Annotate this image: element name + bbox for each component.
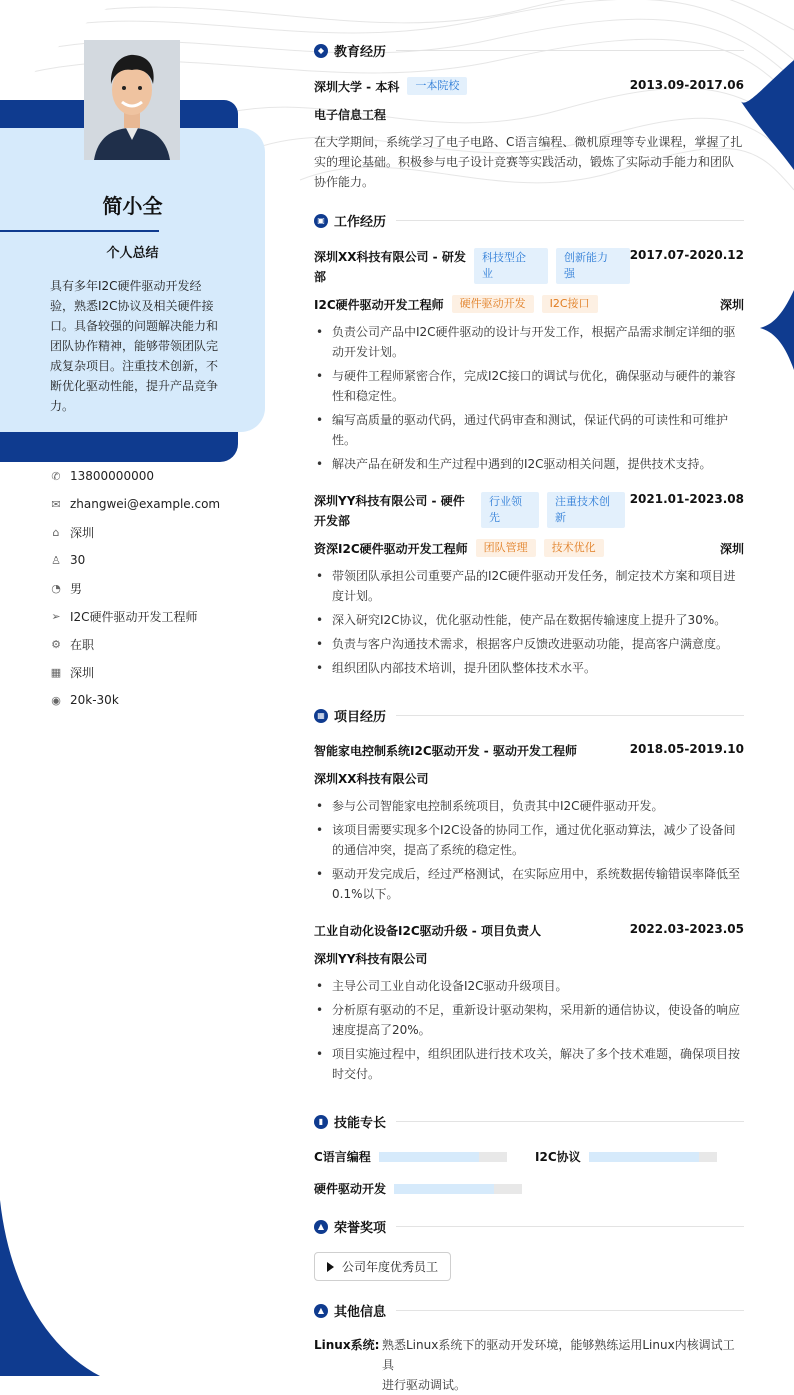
education-description: 在大学期间，系统学习了电子电路、C语言编程、微机原理等专业课程，掌握了扎实的理论基础。积极参与电子设计竞赛等实践活动，锻炼了实际动手能力和团队协作能力。 [314, 135, 743, 189]
role-tag: 硬件驱动开发 [452, 295, 534, 313]
info-item-status [50, 630, 260, 658]
award-chip [314, 1252, 451, 1281]
skill-fill [589, 1152, 699, 1162]
info-item-salary [50, 686, 260, 714]
section-title: 荣誉奖项 [334, 1221, 387, 1236]
role-tag: 团队管理 [476, 539, 536, 557]
section-title: 工作经历 [334, 215, 387, 230]
skill-bar [394, 1184, 522, 1194]
list-item: • 分析原有驱动的不足，重新设计驱动架构，采用新的通信协议，使设备的响应 速度提高了20%。 [314, 1000, 744, 1040]
play-icon [327, 1262, 334, 1272]
list-item: • 主导公司工业自动化设备I2C驱动升级项目。 [314, 976, 744, 996]
school-name: 深圳大学 - 本科 [314, 79, 400, 94]
info-item-phone [50, 462, 260, 490]
skill-item [535, 1148, 717, 1165]
section-title: 其他信息 [334, 1305, 387, 1320]
company-line: 深圳YY科技有限公司 - 硬件 [314, 494, 465, 508]
section-divider [396, 1226, 744, 1227]
company-line: 开发部 [314, 514, 351, 528]
info-text: 20k-30k [70, 693, 119, 707]
section-divider [396, 1310, 744, 1311]
info-text: 深圳 [70, 665, 95, 680]
summary-text: 具有多年I2C硬件驱动开发经验，熟悉I2C协议及相关硬件接口。具备较强的问题解决能力和团队协作精神，能够带领团队完成复杂项目。注重技术创新，不断优化驱动性能，提升产品竞争力。 [50, 279, 219, 413]
project-title: 智能家电控制系统I2C驱动开发 - 驱动开发工程师 [314, 744, 577, 758]
project-title: 工业自动化设备I2C驱动升级 - 项目负责人 [314, 924, 541, 938]
role-tag: 技术优化 [544, 539, 604, 557]
age-icon: ♙ [51, 553, 61, 567]
other-label: Linux系统: [314, 1338, 380, 1352]
avatar [84, 40, 180, 160]
skill-item [314, 1148, 507, 1165]
company-tag: 注重技术创 新 [547, 492, 625, 528]
grid-icon: ▦ [314, 709, 328, 723]
list-item: • 组织团队内部技术培训，提升团队整体技术水平。 [314, 658, 744, 678]
section-title: 技能专长 [334, 1116, 387, 1131]
work-date: 2017.07-2020.12 [629, 248, 744, 262]
info-icon: ▲ [314, 1304, 328, 1318]
list-item: • 负责公司产品中I2C硬件驱动的设计与开发工作，根据产品需求制定详细的驱 动开发计划。 [314, 322, 744, 362]
summary-title: 个人总结 [106, 246, 159, 261]
skill-name: I2C协议 [535, 1150, 581, 1164]
info-item-age [50, 546, 260, 574]
work-city: 深圳 [719, 542, 744, 556]
phone-icon: ✆ [51, 469, 61, 483]
name-underline [0, 230, 159, 232]
list-item: • 带领团队承担公司重要产品的I2C硬件驱动开发任务，制定技术方案和项目进 度计划。 [314, 566, 744, 606]
skill-bar [379, 1152, 507, 1162]
section-divider [396, 1121, 744, 1122]
avatar-photo-icon [84, 40, 180, 160]
graduation-cap-icon: ◆ [314, 44, 328, 58]
section-work [314, 211, 744, 230]
role-title: I2C硬件驱动开发工程师 [314, 297, 444, 312]
send-icon: ➢ [51, 609, 61, 623]
role-row [314, 295, 598, 313]
company-name [314, 247, 469, 287]
list-item: • 驱动开发完成后，经过严格测试，在实际应用中，系统数据传输错误率降低至 0.1%以下。 [314, 864, 744, 904]
role-title: 资深I2C硬件驱动开发工程师 [314, 541, 468, 556]
money-icon: ◉ [51, 693, 61, 707]
section-other [314, 1301, 744, 1320]
section-skills [314, 1112, 744, 1131]
contact-info-list [50, 462, 260, 714]
home-icon: ⌂ [52, 525, 60, 539]
info-item-gender [50, 574, 260, 602]
gear-icon: ⚙ [51, 637, 61, 651]
company-tag: 创新能力 强 [556, 248, 630, 284]
skill-fill [379, 1152, 479, 1162]
info-text: 深圳 [70, 525, 95, 540]
list-item: • 深入研究I2C协议，优化驱动性能，使产品在数据传输速度上提升了30%。 [314, 610, 744, 630]
role-row [314, 539, 604, 557]
info-text: zhangwei@example.com [70, 497, 221, 511]
section-title: 教育经历 [334, 45, 387, 60]
award-icon: ▲ [314, 1220, 328, 1234]
role-tag: I2C接口 [542, 295, 598, 313]
company-line: 部 [314, 270, 327, 284]
list-item: • 解决产品在研发和生产过程中遇到的I2C驱动相关问题，提供技术支持。 [314, 454, 744, 474]
work-date: 2021.01-2023.08 [629, 492, 744, 506]
project-date: 2022.03-2023.05 [629, 922, 744, 936]
info-text: I2C硬件驱动开发工程师 [70, 609, 198, 624]
skill-bar [589, 1152, 717, 1162]
info-text: 在职 [70, 637, 95, 652]
list-item: • 负责与客户沟通技术需求，根据客户反馈改进驱动功能，提高客户满意度。 [314, 634, 744, 654]
info-item-position [50, 602, 260, 630]
section-divider [396, 220, 744, 221]
list-item: • 项目实施过程中，组织团队进行技术攻关，解决了多个技术难题，确保项目按 时交付。 [314, 1044, 744, 1084]
company-tag: 科技型企 业 [474, 248, 548, 284]
school-tag: 一本院校 [407, 77, 467, 95]
skill-name: 硬件驱动开发 [314, 1182, 387, 1196]
info-text: 30 [70, 553, 86, 567]
company-name [314, 491, 474, 531]
info-item-email [50, 490, 260, 518]
section-projects [314, 706, 744, 725]
work-city: 深圳 [719, 298, 744, 312]
company-line: 深圳XX科技有限公司 - 研发 [314, 250, 466, 264]
section-education [314, 41, 744, 60]
project-company: 深圳XX科技有限公司 [314, 772, 429, 786]
email-icon: ✉ [51, 497, 61, 511]
info-text: 13800000000 [70, 469, 154, 483]
list-item: • 参与公司智能家电控制系统项目，负责其中I2C硬件驱动开发。 [314, 796, 744, 816]
info-item-work-city [50, 658, 260, 686]
bar-chart-icon: ▮ [314, 1115, 328, 1129]
section-divider [396, 715, 744, 716]
info-text: 男 [70, 581, 83, 596]
major: 电子信息工程 [314, 108, 387, 122]
gender-icon: ◔ [51, 581, 61, 595]
section-divider [396, 50, 744, 51]
project-company: 深圳YY科技有限公司 [314, 952, 428, 966]
list-item: • 该项目需要实现多个I2C设备的协同工作，通过优化驱动算法，减少了设备间 的通信冲突，提高了系统的稳定性。 [314, 820, 744, 860]
skill-name: C语言编程 [314, 1150, 371, 1164]
list-item: • 与硬件工程师紧密合作，完成I2C接口的调试与优化，确保驱动与硬件的兼容 性和稳定性。 [314, 366, 744, 406]
skill-item [314, 1180, 522, 1197]
building-icon: ▦ [50, 665, 62, 679]
section-title: 项目经历 [334, 710, 387, 725]
company-tag: 行业领 先 [481, 492, 539, 528]
candidate-name: 简小全 [102, 194, 163, 218]
skill-fill [394, 1184, 494, 1194]
info-item-location [50, 518, 260, 546]
award-name: 公司年度优秀员工 [342, 1260, 439, 1274]
project-date: 2018.05-2019.10 [629, 742, 744, 756]
briefcase-icon: ▣ [314, 214, 328, 228]
other-text: 熟悉Linux系统下的驱动开发环境，能够熟练运用Linux内核调试工具 进行驱动调试。 [382, 1338, 735, 1392]
list-item: • 编写高质量的驱动代码，通过代码审查和测试，保证代码的可读性和可维护 性。 [314, 410, 744, 450]
section-awards [314, 1217, 744, 1236]
education-date: 2013.09-2017.06 [629, 78, 744, 92]
education-header [314, 77, 467, 95]
